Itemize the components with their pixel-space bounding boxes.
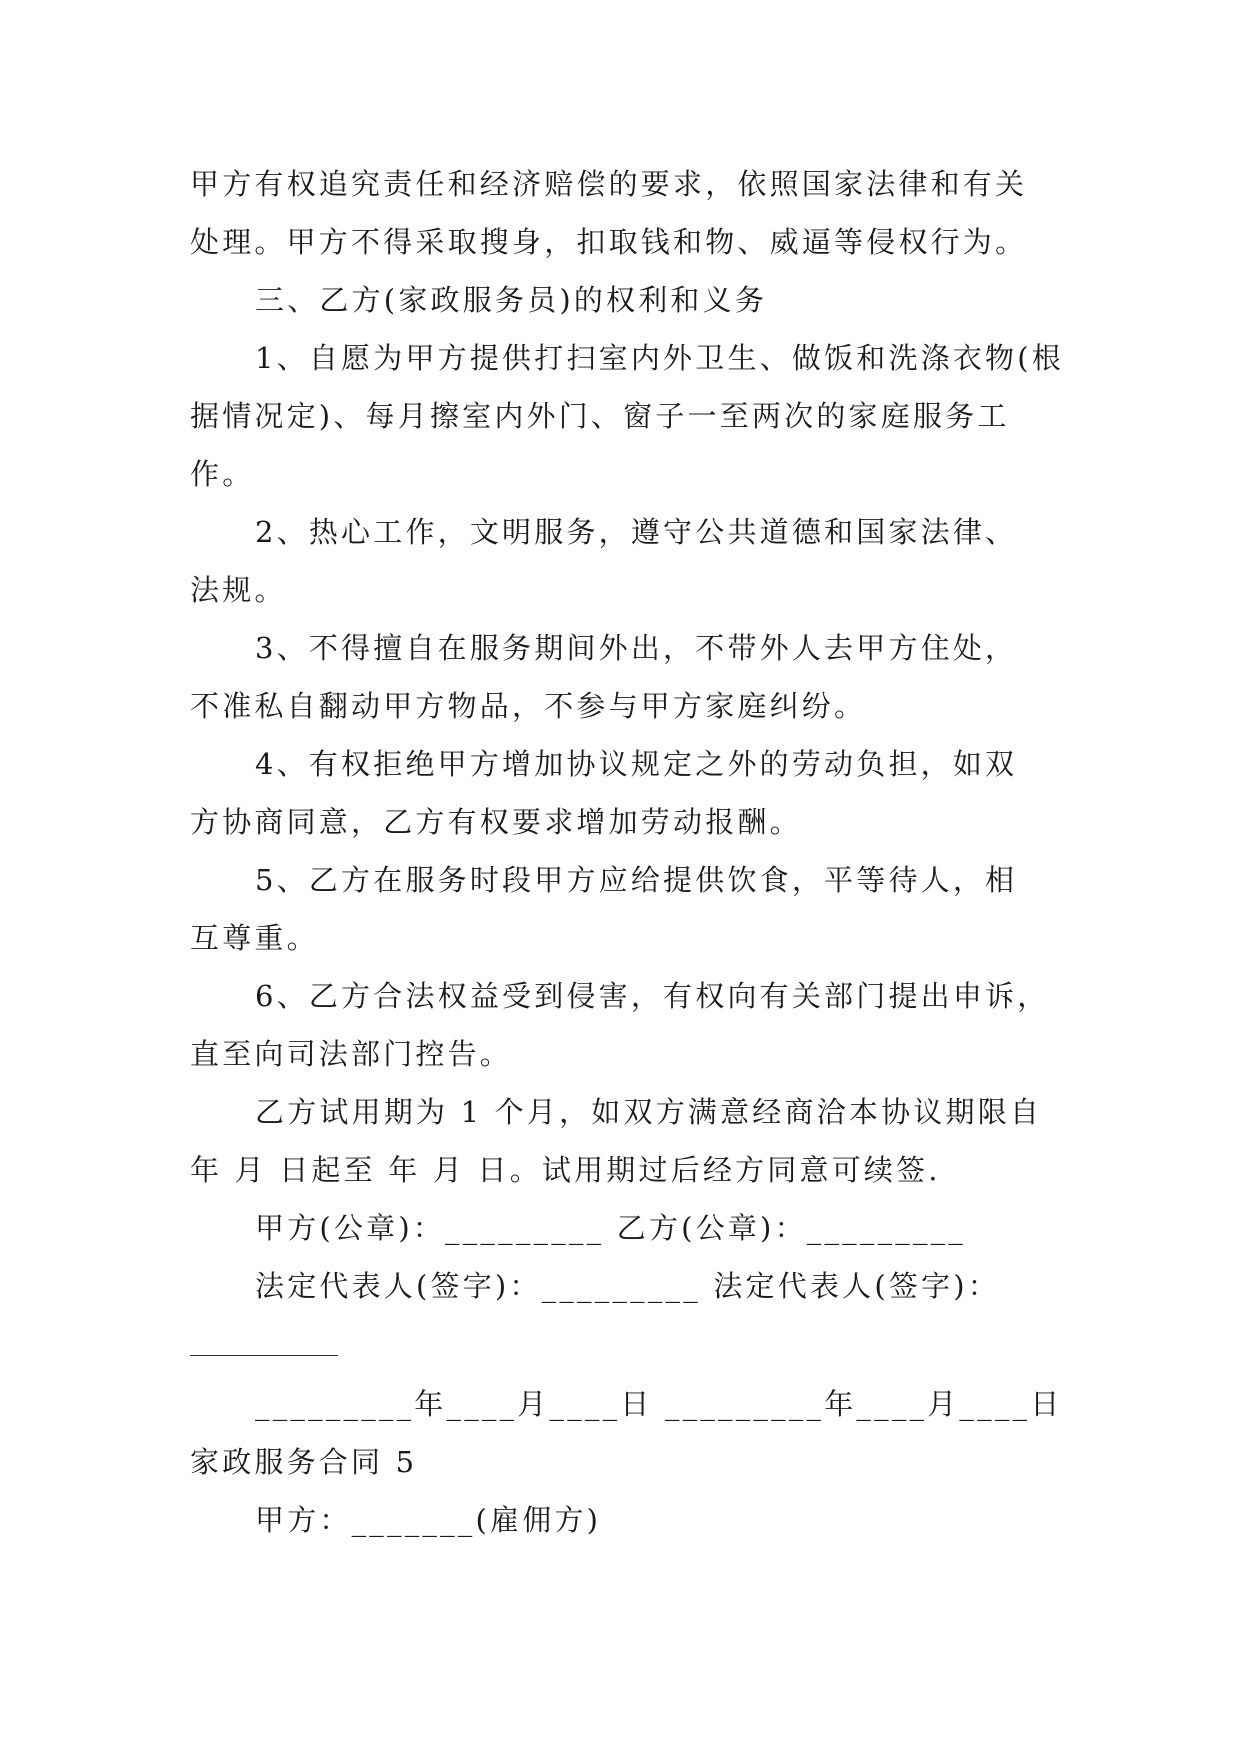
- clause-3-line-1: 3、不得擅自在服务期间外出，不带外人去甲方住处，: [255, 631, 1018, 665]
- clause-2-line-2: 法规。: [190, 573, 287, 607]
- probation-line-2: 年 月 日起至 年 月 日。试用期过后经方同意可续签.: [190, 1153, 941, 1187]
- party-a-line: 甲方：_______(雇佣方): [255, 1503, 602, 1537]
- probation-line-1: 乙方试用期为 1 个月，如双方满意经商洽本协议期限自: [255, 1095, 1043, 1129]
- clause-2-line-1: 2、热心工作，文明服务，遵守公共道德和国家法律、: [255, 515, 1018, 549]
- clause-4-line-2: 方协商同意，乙方有权要求增加劳动报酬。: [190, 805, 802, 839]
- clause-1-line-1: 1、自愿为甲方提供打扫室内外卫生、做饭和洗涤衣物(根: [255, 341, 1064, 375]
- clause-6-line-2: 直至向司法部门控告。: [190, 1037, 513, 1071]
- clause-4-line-1: 4、有权拒绝甲方增加协议规定之外的劳动负担，如双: [255, 747, 1018, 781]
- date-line: _________年____月____日 _________年____月____日: [255, 1387, 1063, 1421]
- contract-title: 家政服务合同 5: [190, 1445, 418, 1479]
- text-line-1: 甲方有权追究责任和经济赔偿的要求，依照国家法律和有关: [190, 167, 1028, 201]
- signature-line: 法定代表人(签字)：_________ 法定代表人(签字)：: [255, 1269, 1000, 1303]
- clause-1-line-3: 作。: [190, 457, 255, 491]
- clause-5-line-2: 互尊重。: [190, 921, 319, 955]
- text-line-2: 处理。甲方不得采取搜身，扣取钱和物、威逼等侵权行为。: [190, 225, 1028, 259]
- clause-5-line-1: 5、乙方在服务时段甲方应给提供饮食，平等待人，相: [255, 863, 1018, 897]
- signature-blank: [190, 1355, 338, 1356]
- clause-3-line-2: 不准私自翻动甲方物品，不参与甲方家庭纠纷。: [190, 689, 867, 723]
- seal-line: 甲方(公章)：_________ 乙方(公章)：_________: [255, 1211, 967, 1245]
- section-heading: 三、乙方(家政服务员)的权利和义务: [255, 283, 768, 317]
- clause-1-line-2: 据情况定)、每月擦室内外门、窗子一至两次的家庭服务工: [190, 399, 1010, 433]
- clause-6-line-1: 6、乙方合法权益受到侵害，有权向有关部门提出申诉，: [255, 979, 1050, 1013]
